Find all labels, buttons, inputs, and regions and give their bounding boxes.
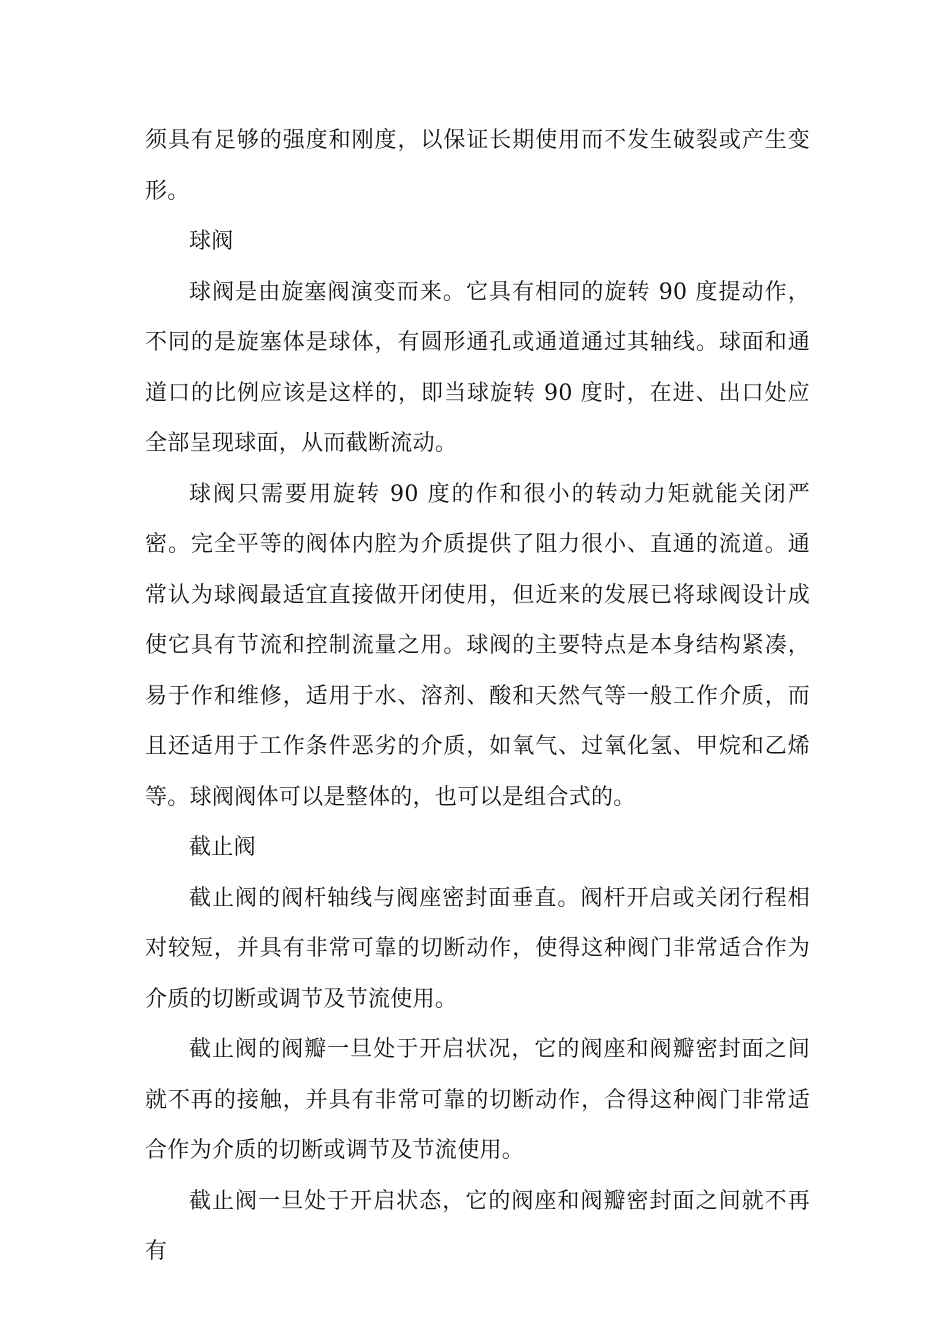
section-heading-globe-valve: 截止阀 bbox=[189, 835, 256, 860]
paragraph-globe-valve-disc: 截止阀的阀瓣一旦处于开启状况，它的阀座和阀瓣密封面之间就不再的接触，并具有非常可靠的切断动作，合得这种阀门非常适合作为介质的切断或调节及节流使用。 bbox=[145, 1037, 810, 1163]
paragraph-globe-valve-open: 截止阀一旦处于开启状态，它的阀座和阀瓣密封面之间就不再有 bbox=[145, 1188, 810, 1264]
paragraph-continuation: 须具有足够的强度和刚度，以保证长期使用而不发生破裂或产生变形。 bbox=[145, 128, 810, 204]
document-body bbox=[145, 116, 810, 1278]
paragraph-ball-valve-intro: 球阀是由旋塞阀演变而来。它具有相同的旋转 90 度提动作，不同的是旋塞体是球体，有圆形通孔或通道通过其轴线。球面和通道口的比例应该是这样的，即当球旋转 90 度时，在进、出口处应全部呈现球面，从而截断流动。 bbox=[145, 279, 810, 456]
paragraph-ball-valve-features: 球阀只需要用旋转 90 度的作和很小的转动力矩就能关闭严密。完全平等的阀体内腔为介质提供了阻力很小、直通的流道。通常认为球阀最适宜直接做开闭使用，但近来的发展已将球阀设计成使它具有节流和控制流量之用。球阀的主要特点是本身结构紧凑，易于作和维修，适用于水、溶剂、酸和天然气等一般工作介质，而且还适用于工作条件恶劣的介质，如氧气、过氧化氢、甲烷和乙烯等。球阀阀体可以是整体的，也可以是组合式的。 bbox=[145, 481, 810, 810]
paragraph-globe-valve-intro: 截止阀的阀杆轴线与阀座密封面垂直。阀杆开启或关闭行程相对较短，并具有非常可靠的切断动作，使得这种阀门非常适合作为介质的切断或调节及节流使用。 bbox=[145, 885, 810, 1012]
section-heading-ball-valve: 球阀 bbox=[189, 229, 234, 254]
